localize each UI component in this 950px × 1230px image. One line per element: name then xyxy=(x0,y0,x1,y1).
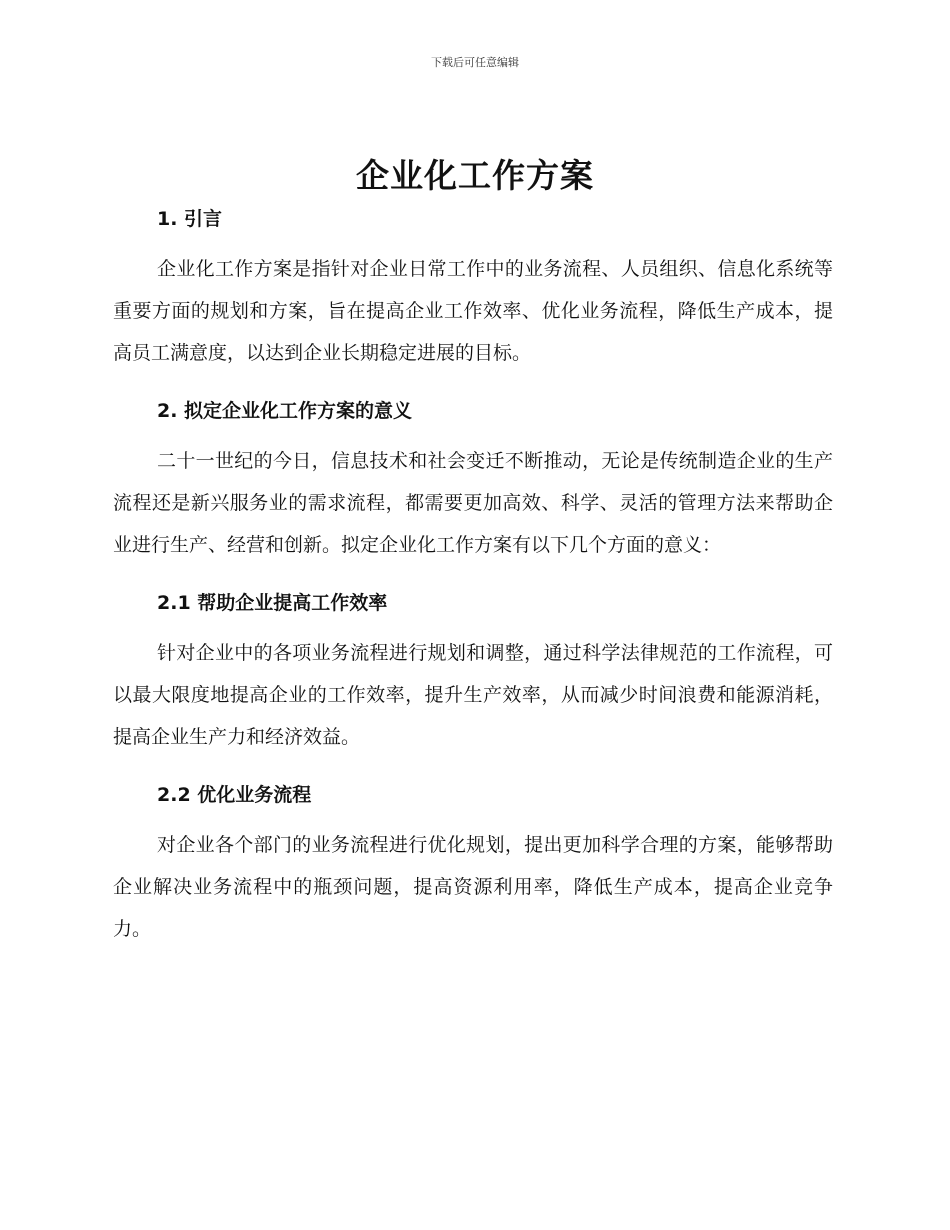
page-header-note: 下载后可任意编辑 xyxy=(431,56,519,69)
document-body xyxy=(113,202,833,970)
document-title: 企业化工作方案 xyxy=(356,156,594,195)
section-efficiency xyxy=(113,586,833,758)
section-optimize-process xyxy=(113,778,833,950)
section-heading: 2.2 优化业务流程 xyxy=(157,784,312,806)
section-paragraph: 企业化工作方案是指针对企业日常工作中的业务流程、人员组织、信息化系统等重要方面的规划和方案，旨在提高企业工作效率、优化业务流程，降低生产成本，提高员工满意度，以达到企业长期稳定进展的目标。 xyxy=(113,258,833,364)
section-heading: 1. 引言 xyxy=(157,208,223,230)
section-heading: 2.1 帮助企业提高工作效率 xyxy=(157,592,388,614)
section-paragraph: 二十一世纪的今日，信息技术和社会变迁不断推动，无论是传统制造企业的生产流程还是新兴服务业的需求流程，都需要更加高效、科学、灵活的管理方法来帮助企业进行生产、经营和创新。拟定企业化工作方案有以下几个方面的意义： xyxy=(113,450,833,556)
section-introduction xyxy=(113,202,833,374)
section-significance xyxy=(113,394,833,566)
section-paragraph: 对企业各个部门的业务流程进行优化规划，提出更加科学合理的方案，能够帮助企业解决业务流程中的瓶颈问题，提高资源利用率，降低生产成本，提高企业竞争力。 xyxy=(113,834,833,940)
section-heading: 2. 拟定企业化工作方案的意义 xyxy=(157,400,413,422)
section-paragraph: 针对企业中的各项业务流程进行规划和调整，通过科学法律规范的工作流程，可以最大限度地提高企业的工作效率，提升生产效率，从而减少时间浪费和能源消耗，提高企业生产力和经济效益。 xyxy=(113,642,833,748)
